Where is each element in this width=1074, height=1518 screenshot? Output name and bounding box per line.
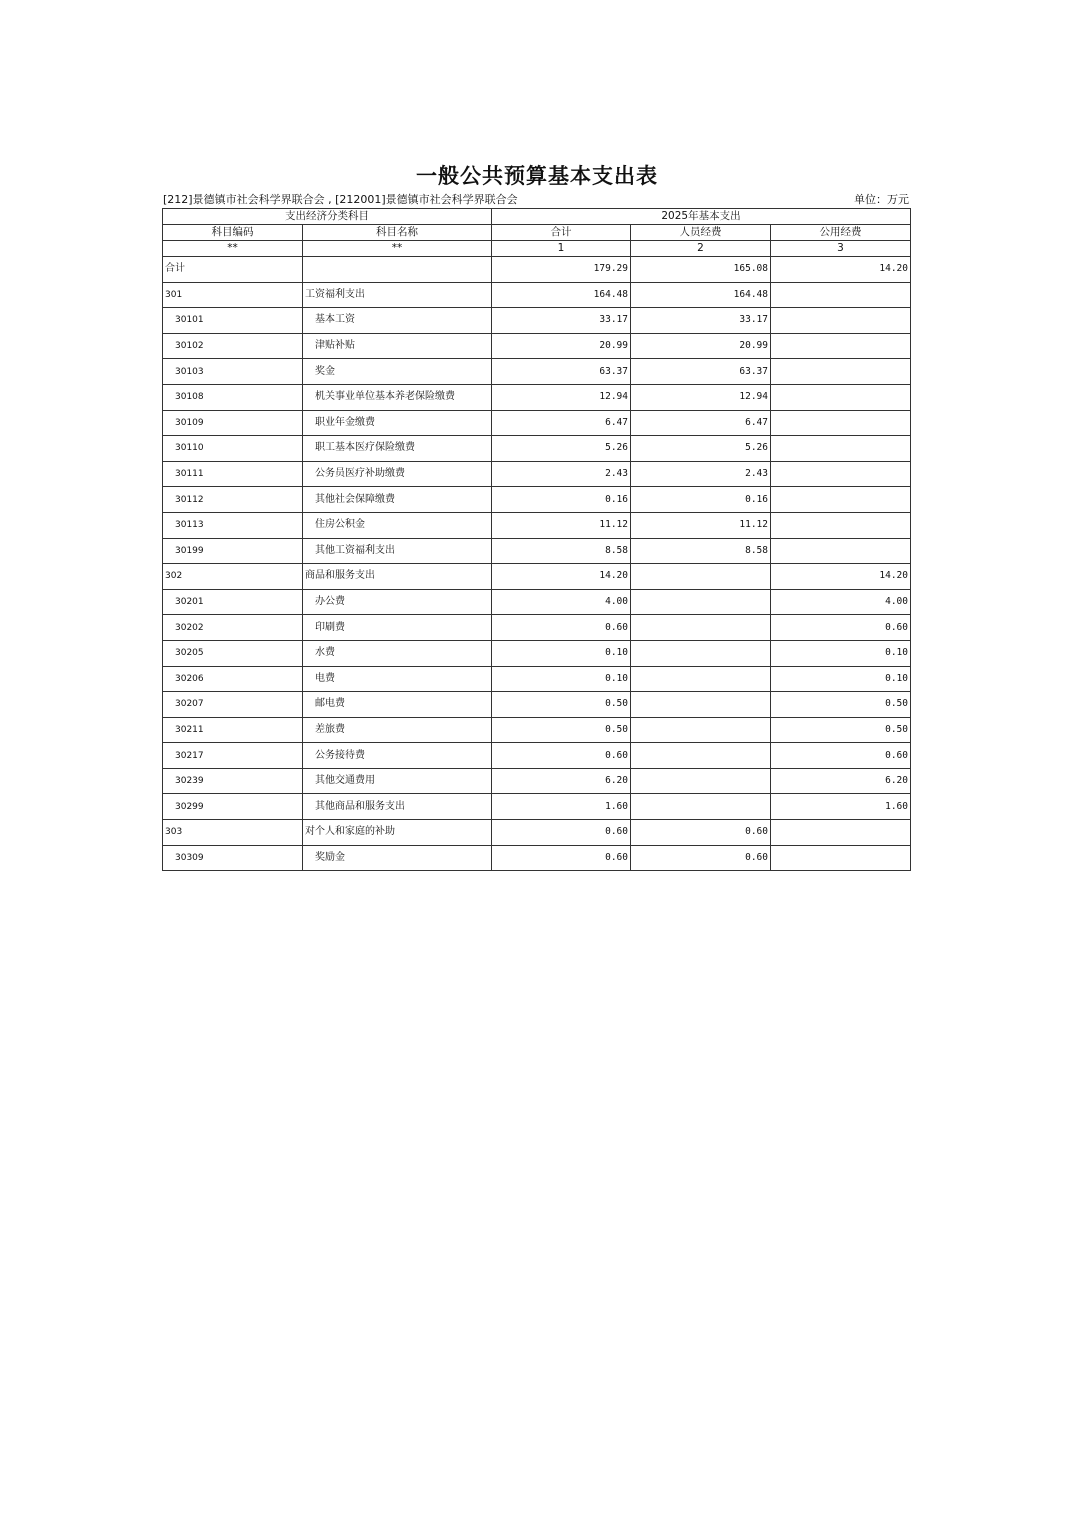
table-row — [163, 589, 911, 615]
index-code: ** — [163, 241, 303, 257]
row-personnel: 12.94 — [631, 384, 771, 410]
row-total: 0.50 — [492, 692, 631, 718]
row-personnel — [631, 666, 771, 692]
row-total: 0.10 — [492, 666, 631, 692]
table-row — [163, 615, 911, 641]
row-name: 奖金 — [303, 359, 492, 385]
row-total: 0.60 — [492, 743, 631, 769]
table-row — [163, 640, 911, 666]
row-total: 20.99 — [492, 333, 631, 359]
row-public — [771, 282, 911, 308]
row-total: 0.10 — [492, 640, 631, 666]
table-row — [163, 692, 911, 718]
row-code: 30309 — [163, 845, 303, 871]
row-public: 6.20 — [771, 768, 911, 794]
index-2: 2 — [631, 241, 771, 257]
row-name: 商品和服务支出 — [303, 564, 492, 590]
row-name: 对个人和家庭的补助 — [303, 820, 492, 846]
row-code: 30239 — [163, 768, 303, 794]
row-code: 30103 — [163, 359, 303, 385]
row-code: 30202 — [163, 615, 303, 641]
row-total: 63.37 — [492, 359, 631, 385]
row-personnel — [631, 768, 771, 794]
row-personnel: 63.37 — [631, 359, 771, 385]
row-total: 0.60 — [492, 845, 631, 871]
row-code: 30211 — [163, 717, 303, 743]
table-row — [163, 564, 911, 590]
row-public — [771, 333, 911, 359]
row-personnel — [631, 743, 771, 769]
row-personnel — [631, 589, 771, 615]
header-column-row — [163, 225, 911, 241]
row-total: 12.94 — [492, 384, 631, 410]
index-name: ** — [303, 241, 492, 257]
table-row — [163, 512, 911, 538]
row-personnel — [631, 640, 771, 666]
row-name — [303, 257, 492, 283]
table-row — [163, 461, 911, 487]
row-name: 住房公积金 — [303, 512, 492, 538]
row-public — [771, 512, 911, 538]
row-total: 6.47 — [492, 410, 631, 436]
row-name: 其他社会保障缴费 — [303, 487, 492, 513]
row-total: 33.17 — [492, 308, 631, 334]
row-total: 6.20 — [492, 768, 631, 794]
row-total: 14.20 — [492, 564, 631, 590]
row-personnel: 0.60 — [631, 820, 771, 846]
budget-table — [162, 208, 911, 871]
row-public — [771, 359, 911, 385]
row-total: 2.43 — [492, 461, 631, 487]
row-public: 14.20 — [771, 564, 911, 590]
org-name: [212]景德镇市社会科学界联合会 , [212001]景德镇市社会科学界联合会 — [163, 193, 518, 206]
row-public: 14.20 — [771, 257, 911, 283]
row-name: 印刷费 — [303, 615, 492, 641]
row-personnel — [631, 692, 771, 718]
table-row — [163, 845, 911, 871]
header-public: 公用经费 — [771, 225, 911, 241]
table-caption — [163, 192, 910, 208]
row-name: 津贴补贴 — [303, 333, 492, 359]
row-code: 30206 — [163, 666, 303, 692]
row-total: 164.48 — [492, 282, 631, 308]
row-name: 工资福利支出 — [303, 282, 492, 308]
row-personnel: 33.17 — [631, 308, 771, 334]
row-public — [771, 308, 911, 334]
page-title: 一般公共预算基本支出表 — [416, 163, 658, 188]
table-row — [163, 410, 911, 436]
row-public: 0.10 — [771, 666, 911, 692]
row-personnel — [631, 794, 771, 820]
header-group-row — [163, 209, 911, 225]
row-code: 30109 — [163, 410, 303, 436]
row-personnel: 2.43 — [631, 461, 771, 487]
row-public: 0.60 — [771, 743, 911, 769]
row-public: 0.50 — [771, 692, 911, 718]
row-name: 公务接待费 — [303, 743, 492, 769]
row-name: 机关事业单位基本养老保险缴费 — [303, 384, 492, 410]
row-name: 水费 — [303, 640, 492, 666]
index-1: 1 — [492, 241, 631, 257]
row-code: 30201 — [163, 589, 303, 615]
row-public — [771, 845, 911, 871]
index-3: 3 — [771, 241, 911, 257]
row-public — [771, 538, 911, 564]
row-code: 30205 — [163, 640, 303, 666]
unit-label: 单位：万元 — [854, 193, 909, 206]
row-code: 30102 — [163, 333, 303, 359]
table-row — [163, 384, 911, 410]
row-code: 30111 — [163, 461, 303, 487]
row-personnel: 11.12 — [631, 512, 771, 538]
row-personnel: 0.16 — [631, 487, 771, 513]
row-total: 4.00 — [492, 589, 631, 615]
table-row — [163, 768, 911, 794]
row-public — [771, 436, 911, 462]
row-code: 303 — [163, 820, 303, 846]
row-name: 差旅费 — [303, 717, 492, 743]
row-name: 电费 — [303, 666, 492, 692]
row-code: 30299 — [163, 794, 303, 820]
table-row — [163, 794, 911, 820]
row-personnel — [631, 615, 771, 641]
table-row — [163, 436, 911, 462]
row-name: 基本工资 — [303, 308, 492, 334]
row-name: 奖励金 — [303, 845, 492, 871]
row-public — [771, 461, 911, 487]
header-group-left: 支出经济分类科目 — [163, 209, 492, 225]
row-personnel: 165.08 — [631, 257, 771, 283]
table-row — [163, 487, 911, 513]
row-code: 301 — [163, 282, 303, 308]
table-row — [163, 308, 911, 334]
row-public: 1.60 — [771, 794, 911, 820]
row-code: 30113 — [163, 512, 303, 538]
row-personnel: 0.60 — [631, 845, 771, 871]
row-public — [771, 487, 911, 513]
table-row — [163, 717, 911, 743]
row-personnel: 20.99 — [631, 333, 771, 359]
row-public: 0.50 — [771, 717, 911, 743]
row-personnel: 164.48 — [631, 282, 771, 308]
row-personnel: 6.47 — [631, 410, 771, 436]
table-row — [163, 333, 911, 359]
row-public — [771, 410, 911, 436]
table-row — [163, 666, 911, 692]
table-row — [163, 538, 911, 564]
row-public: 4.00 — [771, 589, 911, 615]
row-name: 其他商品和服务支出 — [303, 794, 492, 820]
row-total: 1.60 — [492, 794, 631, 820]
row-code: 合计 — [163, 257, 303, 283]
header-group-right: 2025年基本支出 — [492, 209, 911, 225]
table-row — [163, 257, 911, 283]
table-row — [163, 743, 911, 769]
row-code: 30108 — [163, 384, 303, 410]
header-name: 科目名称 — [303, 225, 492, 241]
row-name: 公务员医疗补助缴费 — [303, 461, 492, 487]
row-personnel — [631, 564, 771, 590]
table-row — [163, 820, 911, 846]
row-name: 其他工资福利支出 — [303, 538, 492, 564]
row-code: 30199 — [163, 538, 303, 564]
row-public: 0.60 — [771, 615, 911, 641]
row-public — [771, 384, 911, 410]
row-total: 0.60 — [492, 615, 631, 641]
row-name: 邮电费 — [303, 692, 492, 718]
header-personnel: 人员经费 — [631, 225, 771, 241]
table-row — [163, 282, 911, 308]
row-total: 179.29 — [492, 257, 631, 283]
row-code: 30217 — [163, 743, 303, 769]
row-personnel: 5.26 — [631, 436, 771, 462]
table-row — [163, 359, 911, 385]
row-total: 0.50 — [492, 717, 631, 743]
row-name: 其他交通费用 — [303, 768, 492, 794]
row-name: 职业年金缴费 — [303, 410, 492, 436]
row-code: 30110 — [163, 436, 303, 462]
row-total: 11.12 — [492, 512, 631, 538]
row-total: 0.16 — [492, 487, 631, 513]
row-total: 0.60 — [492, 820, 631, 846]
row-public: 0.10 — [771, 640, 911, 666]
row-total: 8.58 — [492, 538, 631, 564]
header-index-row — [163, 241, 911, 257]
header-code: 科目编码 — [163, 225, 303, 241]
row-code: 30207 — [163, 692, 303, 718]
row-personnel: 8.58 — [631, 538, 771, 564]
row-total: 5.26 — [492, 436, 631, 462]
row-name: 职工基本医疗保险缴费 — [303, 436, 492, 462]
row-code: 302 — [163, 564, 303, 590]
row-name: 办公费 — [303, 589, 492, 615]
row-code: 30101 — [163, 308, 303, 334]
row-code: 30112 — [163, 487, 303, 513]
row-public — [771, 820, 911, 846]
row-personnel — [631, 717, 771, 743]
header-total: 合计 — [492, 225, 631, 241]
